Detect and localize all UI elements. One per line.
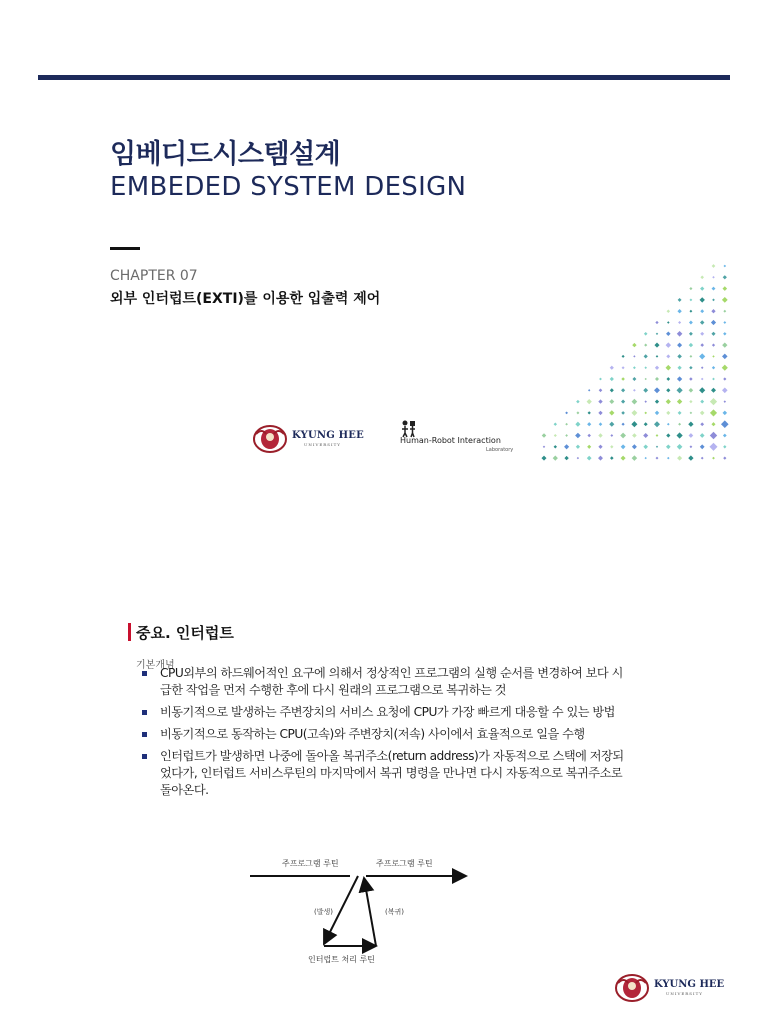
decorative-dot [587, 434, 590, 437]
decorative-dot [689, 298, 692, 301]
title-divider [110, 247, 140, 250]
decorative-dot [643, 433, 648, 438]
decorative-dot [564, 456, 568, 460]
decorative-dot [610, 456, 614, 460]
decorative-dot [689, 400, 692, 403]
decorative-dot [711, 332, 715, 336]
bullet-item [140, 748, 630, 799]
decorative-dot [711, 422, 715, 426]
decorative-dot [621, 400, 625, 404]
main-routine-left-label: 주프로그램 루틴 [282, 859, 339, 868]
decorative-dot [722, 297, 728, 303]
decorative-dot [631, 421, 637, 427]
section-marker [128, 623, 131, 641]
decorative-dot [712, 264, 716, 268]
decorative-dot [723, 321, 726, 324]
decorative-dot [700, 286, 704, 290]
decorative-dot [656, 333, 658, 335]
decorative-dot [689, 321, 693, 325]
decorative-dot [710, 432, 717, 439]
decorative-dot [598, 433, 602, 437]
decorative-dot [677, 444, 683, 450]
decorative-dot [667, 321, 670, 324]
decorative-dot [588, 411, 591, 414]
occur-label: (발생) [314, 908, 333, 916]
decorative-dot [700, 276, 704, 280]
decorative-dot [690, 412, 693, 415]
decorative-dot [722, 354, 728, 360]
decorative-dot [656, 457, 659, 460]
university-sub-footer: UNIVERSITY [666, 991, 703, 996]
decorative-dot [700, 343, 704, 347]
decorative-dot [599, 388, 603, 392]
lab-name: Human-Robot Interaction [400, 436, 501, 445]
decorative-dot [577, 457, 579, 459]
decorative-dot [723, 275, 727, 279]
chapter-label: CHAPTER 07 [110, 268, 198, 284]
decorative-dot [712, 378, 715, 381]
hri-lab-logo [398, 420, 523, 454]
decorative-dot [678, 321, 681, 324]
decorative-dot [598, 399, 602, 403]
decorative-dot [541, 456, 546, 461]
decorative-dot [587, 422, 591, 426]
decorative-dot-pattern [540, 262, 732, 468]
section-title: 중요. 인터럽트 [136, 624, 234, 642]
bullet-item [140, 665, 630, 699]
decorative-dot [609, 399, 614, 404]
decorative-dot [677, 399, 682, 404]
decorative-dot [621, 411, 625, 415]
lab-sub: Laboratory [486, 447, 514, 453]
decorative-dot [677, 343, 682, 348]
decorative-dot [666, 399, 671, 404]
decorative-dot [656, 446, 658, 448]
decorative-dot [701, 457, 704, 460]
decorative-dot [632, 377, 636, 381]
decorative-dot [689, 310, 692, 313]
return-arrow [364, 878, 376, 946]
bullet-square-icon [142, 710, 147, 715]
decorative-dot [701, 378, 704, 381]
decorative-dot [723, 265, 726, 268]
decorative-dot [711, 320, 716, 325]
decorative-dot [565, 434, 568, 437]
decorative-dot [678, 411, 682, 415]
decorative-dot [700, 320, 704, 324]
decorative-dot [688, 422, 693, 427]
decorative-dot [587, 445, 591, 449]
decorative-dot [610, 377, 614, 381]
decorative-dot [666, 354, 670, 358]
decorative-dot [554, 423, 557, 426]
decorative-dot [689, 388, 694, 393]
return-label: (복귀) [385, 908, 404, 916]
decorative-dot [690, 355, 693, 358]
decorative-dot [655, 411, 659, 415]
decorative-dot [610, 366, 614, 370]
decorative-dot [689, 343, 693, 347]
decorative-dot [644, 366, 647, 369]
decorative-dot [610, 388, 614, 392]
isr-label: 인터럽트 처리 루틴 [308, 955, 375, 964]
bullet-item [140, 704, 630, 721]
decorative-dot [712, 276, 715, 279]
bullet-square-icon [142, 754, 147, 759]
decorative-dot [621, 388, 625, 392]
decorative-dot [632, 399, 638, 405]
decorative-dot [666, 433, 670, 437]
decorative-dot [643, 388, 648, 393]
decorative-dot [677, 309, 681, 313]
decorative-dot [655, 399, 659, 403]
decorative-dot [621, 444, 626, 449]
decorative-dot [609, 422, 614, 427]
decorative-dot [689, 433, 694, 438]
kyunghee-logo-footer [614, 973, 724, 1003]
decorative-dot [676, 432, 682, 438]
decorative-dot [542, 433, 547, 438]
decorative-dot [645, 378, 647, 380]
bullet-text: 비동기적으로 동작하는 CPU(고속)와 주변장치(저속) 사이에서 효율적으로 일을 수행 [160, 727, 585, 741]
decorative-dot [633, 366, 636, 369]
top-rule [38, 75, 730, 80]
decorative-dot [667, 309, 670, 312]
bullet-item [140, 726, 630, 743]
decorative-dot [633, 389, 636, 392]
decorative-dot [701, 366, 704, 369]
university-sub: UNIVERSITY [304, 442, 341, 447]
decorative-dot [622, 355, 625, 358]
kyunghee-emblem-icon [614, 973, 650, 1003]
decorative-dot [723, 434, 727, 438]
decorative-dot [666, 377, 670, 381]
kyunghee-emblem-icon [252, 424, 288, 454]
decorative-dot [632, 433, 637, 438]
decorative-dot [575, 422, 580, 427]
decorative-dot [712, 287, 716, 291]
decorative-dot [712, 344, 715, 347]
decorative-dot [610, 445, 613, 448]
decorative-dot [712, 457, 715, 460]
decorative-dot [711, 309, 715, 313]
decorative-dot [644, 422, 648, 426]
kyunghee-logo [252, 424, 364, 454]
decorative-dot [700, 297, 705, 302]
interrupt-flow-diagram [248, 852, 478, 967]
decorative-dot [644, 344, 647, 347]
bullet-square-icon [142, 671, 147, 676]
decorative-dot [724, 400, 726, 402]
decorative-dot [721, 420, 729, 428]
decorative-dot [576, 411, 579, 414]
decorative-dot [599, 422, 603, 426]
decorative-dot [543, 446, 545, 448]
decorative-dot [677, 366, 681, 370]
bullet-text: CPU외부의 하드웨어적인 요구에 의해서 정상적인 프로그램의 실행 순서를 변경하여 보다 시급한 작업을 먼저 수행한 후에 다시 원래의 프로그램으로 복귀하는 것 [160, 666, 623, 697]
decorative-dot [677, 354, 682, 359]
decorative-dot [700, 444, 705, 449]
decorative-dot [621, 456, 626, 461]
decorative-dot [554, 434, 557, 437]
bullet-text: 인터럽트가 발생하면 나중에 돌아올 복귀주소(return address)가 자동적으로 스택에 저장되었다가, 인터럽트 서비스루틴의 마지막에서 복귀 명령을 만나면 다시 자동적으로 복귀주소로 돌아온다. [160, 749, 624, 797]
decorative-dot [700, 332, 704, 336]
decorative-dot [677, 456, 682, 461]
decorative-dot [723, 310, 726, 313]
decorative-dot [666, 342, 671, 347]
decorative-dot [565, 423, 568, 426]
decorative-dot [632, 444, 637, 449]
decorative-dot [610, 434, 613, 437]
decorative-dot [666, 365, 672, 371]
decorative-dot [576, 400, 580, 404]
decorative-dot [666, 332, 671, 337]
decorative-dot [688, 455, 693, 460]
decorative-dot [712, 366, 715, 369]
decorative-dot [632, 455, 638, 461]
concept-label: 기본개념 [136, 660, 175, 671]
decorative-dot [700, 433, 705, 438]
decorative-dot [723, 377, 726, 380]
decorative-dot [598, 445, 602, 449]
decorative-dot [644, 412, 647, 415]
decorative-dot [711, 388, 716, 393]
main-routine-right-label: 주프로그램 루틴 [376, 859, 433, 868]
university-name-footer: KYUNG HEE [654, 979, 725, 990]
decorative-dot [655, 377, 659, 381]
decorative-dot [576, 445, 580, 449]
decorative-dot [587, 456, 592, 461]
decorative-dot [654, 387, 660, 393]
decorative-dot [644, 332, 648, 336]
decorative-dot [645, 457, 647, 459]
decorative-dot [632, 343, 636, 347]
decorative-dot [656, 434, 659, 437]
decorative-dot [622, 423, 625, 426]
decorative-dot [722, 286, 727, 291]
decorative-dot [723, 456, 726, 459]
decorative-dot [655, 321, 658, 324]
decorative-dot [723, 411, 728, 416]
decorative-dot [667, 457, 670, 460]
decorative-dot [564, 444, 569, 449]
decorative-dot [621, 377, 625, 381]
decorative-dot [700, 400, 704, 404]
decorative-dot [723, 445, 726, 448]
decorative-dot [722, 388, 728, 394]
decorative-dot [689, 287, 692, 290]
decorative-dot [722, 342, 727, 347]
decorative-dot [699, 353, 705, 359]
decorative-dot [666, 411, 670, 415]
decorative-dot [554, 445, 557, 448]
decorative-dot [598, 456, 603, 461]
university-name: KYUNG HEE [292, 430, 364, 441]
decorative-dot [709, 443, 717, 451]
decorative-dot [710, 409, 717, 416]
decorative-dot [654, 343, 659, 348]
decorative-dot [689, 377, 692, 380]
decorative-dot [676, 387, 682, 393]
decorative-dot [588, 389, 590, 391]
decorative-dot [599, 378, 602, 381]
decorative-dot [598, 411, 602, 415]
decorative-dot [654, 421, 660, 427]
decorative-dot [666, 444, 671, 449]
decorative-dot [631, 410, 637, 416]
decorative-dot [689, 366, 692, 369]
decorative-dot [644, 354, 648, 358]
title-korean: 임베디드시스템설계 [110, 139, 341, 170]
decorative-dot [700, 422, 704, 426]
title-english: EMBEDED SYSTEM DESIGN [110, 172, 467, 202]
decorative-dot [643, 444, 648, 449]
decorative-dot [667, 423, 670, 426]
decorative-dot [700, 411, 705, 416]
decorative-dot [609, 410, 614, 415]
decorative-dot [700, 309, 704, 313]
decorative-dot [712, 299, 715, 302]
decorative-dot [655, 366, 659, 370]
decorative-dot [699, 387, 705, 393]
decorative-dot [710, 398, 717, 405]
bullet-square-icon [142, 732, 147, 737]
decorative-dot [677, 376, 682, 381]
chapter-subtitle: 외부 인터럽트(EXTI)를 이용한 입출력 제어 [110, 291, 381, 307]
bullet-list [140, 665, 630, 804]
decorative-dot [723, 332, 726, 335]
decorative-dot [622, 366, 625, 369]
decorative-dot [678, 298, 682, 302]
decorative-dot [678, 423, 681, 426]
decorative-dot [656, 355, 659, 358]
decorative-dot [644, 400, 646, 402]
decorative-dot [587, 399, 592, 404]
decorative-dot [712, 355, 714, 357]
decorative-dot [677, 331, 683, 337]
decorative-dot [553, 455, 558, 460]
decorative-dot [690, 445, 693, 448]
decorative-dot [620, 433, 626, 439]
decorative-dot [689, 332, 693, 336]
decorative-dot [575, 433, 581, 439]
decorative-dot [633, 355, 635, 357]
decorative-dot [666, 388, 670, 392]
decorative-dot [565, 412, 568, 415]
bullet-text: 비동기적으로 발생하는 주변장치의 서비스 요청에 CPU가 가장 빠르게 대응할 수 있는 방법 [160, 705, 615, 719]
decorative-dot [722, 365, 728, 371]
